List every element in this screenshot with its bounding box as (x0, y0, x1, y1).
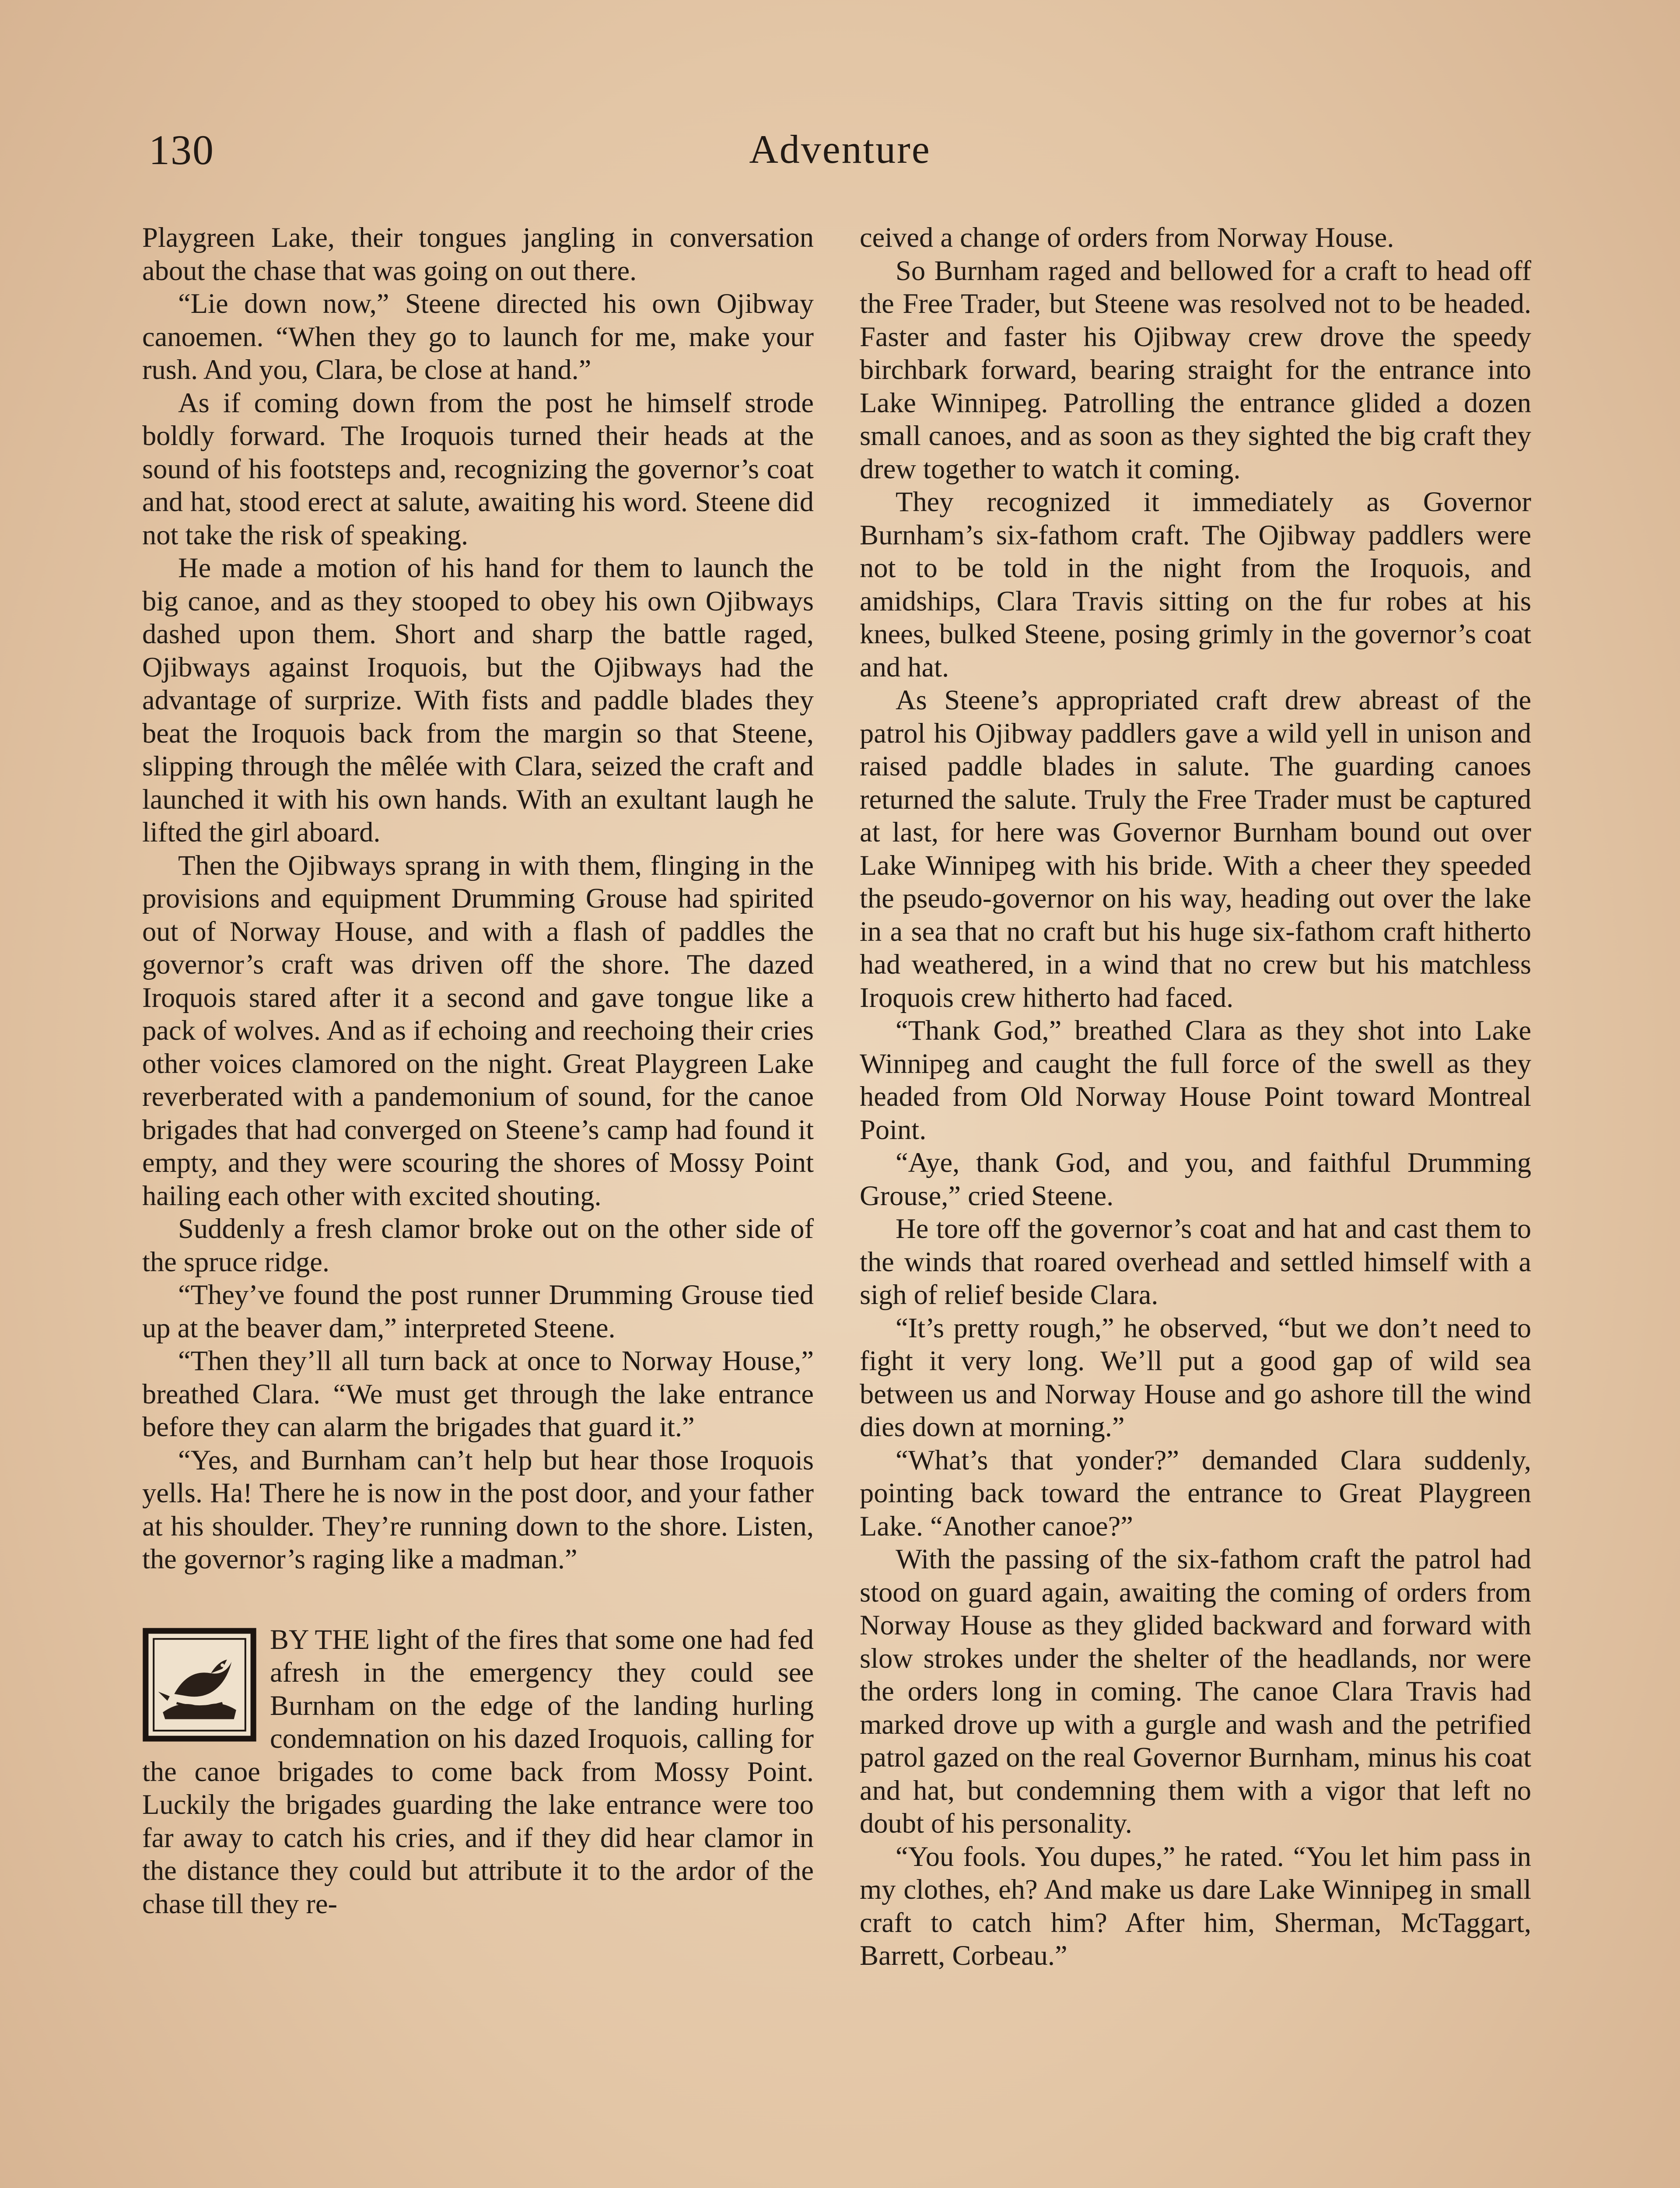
paragraph: So Burnham raged and bellowed for a craft to head off the Free Trader, but Steene was resolved not to be headed. Faster and faster his Ojibway crew drove the speedy birchbark forward, bearing straight for the entrance into Lake Winnipeg. Patrolling the entrance glided a dozen small canoes, and as soon as they sighted the big craft they drew together to watch it coming. (860, 255, 1531, 484)
paragraph: Suddenly a fresh clamor broke out on the other side of the spruce ridge. (142, 1213, 814, 1277)
paragraph: Then the Ojibways sprang in with them, flinging in the provisions and equipment Drumming Grouse had spirited out of Norway House, and with a flash of paddles the governor’s craft was driven off the shore. The dazed Iroquois stared after it a second and gave tongue like a pack of wolves. And as if echoing and reechoing their cries other voices clamored on the night. Great Playgreen Lake reverberated with a pandemonium of sound, for the canoe brigades that had converged on Steene’s camp had found it empty, and they were scouring the shores of Mossy Point hailing each other with excited shouting. (142, 849, 814, 1211)
paragraph: “They’ve found the post runner Drumming Grouse tied up at the beaver dam,” interpreted Steene. (142, 1279, 814, 1343)
paragraph: ceived a change of orders from Norway House. (860, 222, 1394, 253)
paragraph: “Yes, and Burnham can’t help but hear those Iroquois yells. Ha! There he is now in the post door, and your father at his shoulder. They’re running down to the shore. Listen, the governor’s raging like a madman.” (142, 1444, 814, 1574)
section-break (142, 1576, 814, 1623)
bird-on-nest-icon (142, 1627, 257, 1742)
paragraph: Playgreen Lake, their tongues jangling in conversation about the chase that was going on out there. (142, 222, 814, 286)
right-column (860, 221, 1531, 1972)
paragraph: “You fools. You dupes,” he rated. “You let him pass in my clothes, eh? And make us dare Lake Winnipeg in small craft to catch him? After him, Sherman, McTaggart, Barrett, Corbeau.” (860, 1841, 1531, 1971)
paragraph: As Steene’s appropriated craft drew abreast of the patrol his Ojibway paddlers gave a wild yell in unison and raised paddle blades in salute. The guarding canoes returned the salute. Truly the Free Trader must be captured at last, for here was Governor Burnham bound out over Lake Winnipeg with his bride. With a cheer they speeded the pseudo-governor on his way, heading out over the lake in a sea that no craft but his huge six-fathom craft hitherto had weathered, in a wind that no crew but his matchless Iroquois crew hitherto had faced. (860, 684, 1531, 1013)
paragraph: “It’s pretty rough,” he observed, “but we don’t need to fight it very long. We’ll put a good gap of wild sea between us and Norway House and go ashore till the wind dies down at morning.” (860, 1312, 1531, 1442)
paragraph: “What’s that yonder?” demanded Clara suddenly, pointing back toward the entrance to Great Playgreen Lake. “Another canoe?” (860, 1444, 1531, 1542)
paragraph: He tore off the governor’s coat and hat and cast them to the winds that roared overhead and settled himself with a sigh of relief beside Clara. (860, 1213, 1531, 1310)
paragraph: “Aye, thank God, and you, and faithful Drumming Grouse,” cried Steene. (860, 1147, 1531, 1211)
paragraph: “Thank God,” breathed Clara as they shot into Lake Winnipeg and caught the full force of the swell as they headed from Old Norway House Point toward Montreal Point. (860, 1015, 1531, 1145)
page-number: 130 (149, 126, 214, 173)
paragraph: With the passing of the six-fathom craft the patrol had stood on guard again, awaiting the coming of orders from Norway House as they glided backward and forward with slow strokes under the shelter of the headlands, nor were the orders long in coming. The canoe Clara Travis had marked drove up with a gurgle and wash and the petrified patrol gazed on the real Governor Burnham, minus his coat and hat, but condemning them with a vigor that left no doubt of his personality. (860, 1543, 1531, 1839)
paragraph: “Lie down now,” Steene directed his own Ojibway canoemen. “When they go to launch for me, make your rush. And you, Clara, be close at hand.” (142, 288, 814, 385)
paragraph: As if coming down from the post he himself strode boldly forward. The Iroquois turned their heads at the sound of his footsteps and, recognizing the governor’s coat and hat, stood erect at salute, awaiting his word. Steene did not take the risk of speaking. (142, 387, 814, 551)
section-break-paragraph: BY THE light of the fires that some one had fed afresh in the emergency they could see Burnham on the edge of the landing hurling condemnation on his dazed Iroquois, calling for the canoe brigades to come back from Mossy Point. Luckily the brigades guarding the lake entrance were too far away to catch his cries, and if they did hear clamor in the distance they could but attribute it to the ardor of the chase till they re- (142, 1623, 814, 1919)
left-column (142, 221, 814, 1920)
paragraph: “Then they’ll all turn back at once to Norway House,” breathed Clara. “We must get through the lake entrance before they can alarm the brigades that guard it.” (142, 1345, 814, 1442)
running-head-title: Adventure (749, 127, 931, 172)
paragraph: He made a motion of his hand for them to launch the big canoe, and as they stooped to obey his own Ojibways dashed upon them. Short and sharp the battle raged, Ojibways against Iroquois, but the Ojibways had the advantage of surprize. With fists and paddle blades they beat the Iroquois back from the margin so that Steene, slipping through the mêlée with Clara, seized the craft and launched it with his own hands. With an exultant laugh he lifted the girl aboard. (142, 552, 814, 848)
paragraph: They recognized it immediately as Governor Burnham’s six-fathom craft. The Ojibway paddlers were not to be told in the night from the Iroquois, and amidships, Clara Travis sitting on the fur robes at his knees, bulked Steene, posing grimly in the governor’s coat and hat. (860, 486, 1531, 683)
